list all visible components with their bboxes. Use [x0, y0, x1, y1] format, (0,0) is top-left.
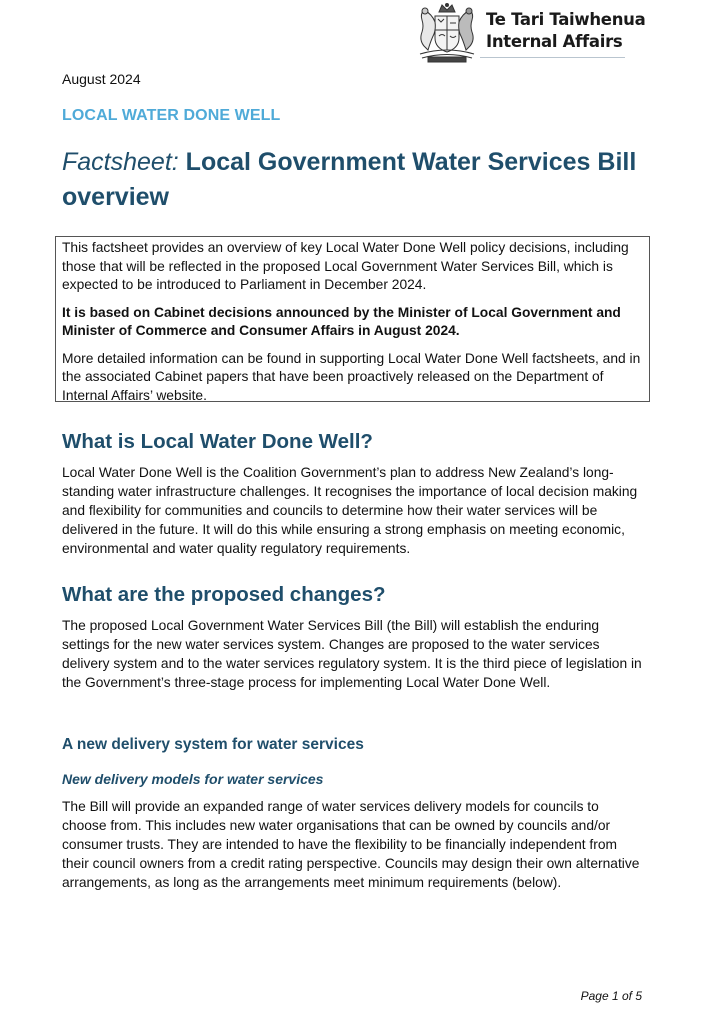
title-main: Local Government Water Services Bill overview	[62, 148, 637, 211]
page-title	[62, 145, 662, 215]
section-heading-what-is: What is Local Water Done Well?	[62, 430, 373, 453]
page-number: Page 1 of 5	[580, 989, 642, 1003]
intro-paragraph-3: More detailed information can be found in supporting Local Water Done Well factsheets, and in the associated Cabinet papers that have been proactively released on the Department of Internal Affairs’ website.	[62, 350, 641, 403]
intro-box	[55, 236, 650, 402]
intro-paragraph-1: This factsheet provides an overview of key Local Water Done Well policy decisions, including those that will be reflected in the proposed Local Government Water Services Bill, which is expected to be introduced to Parliament in December 2024.	[62, 240, 629, 292]
header-logo	[414, 2, 645, 64]
section-body-proposed-changes: The proposed Local Government Water Services Bill (the Bill) will establish the enduring settings for the new water services system. Changes are proposed to the water services delivery system and to the water services regulatory system. It is the third piece of legislation in the Government’s three-stage process for implementing Local Water Done Well.	[62, 618, 642, 690]
subsection-body-delivery-models: The Bill will provide an expanded range of water services delivery models for councils to choose from. This includes new water organisations that can be owned by councils and/or consumer trusts. They are intended to have the flexibility to be financially independent from their council owners from a credit rating perspective. Councils may design their own alternative arrangements, as long as the arrangements meet minimum requirements (below).	[62, 799, 640, 890]
programme-label: LOCAL WATER DONE WELL	[62, 107, 281, 124]
logo-name-maori: Te Tari Taiwhenua	[486, 10, 646, 29]
logo-divider	[480, 57, 625, 58]
document-date: August 2024	[62, 71, 141, 87]
section-body-what-is: Local Water Done Well is the Coalition Government’s plan to address New Zealand’s long-standing water infrastructure challenges. It recognises the importance of local decision making and flexibility for communities and councils to determine how their water services will be delivered in the future. It will do this while ensuring a strong emphasis on meeting economic, environmental and water quality regulatory requirements.	[62, 465, 638, 556]
subsection-heading-delivery-system: A new delivery system for water services	[62, 736, 364, 753]
title-prefix: Factsheet:	[62, 148, 179, 176]
logo-name-english: Internal Affairs	[486, 32, 623, 51]
coat-of-arms-icon	[414, 2, 480, 64]
intro-paragraph-2: It is based on Cabinet decisions announced by the Minister of Local Government and Minister of Commerce and Consumer Affairs in August 2024.	[62, 304, 621, 338]
section-heading-proposed-changes: What are the proposed changes?	[62, 583, 386, 606]
subsubsection-heading-delivery-models: New delivery models for water services	[62, 771, 324, 787]
